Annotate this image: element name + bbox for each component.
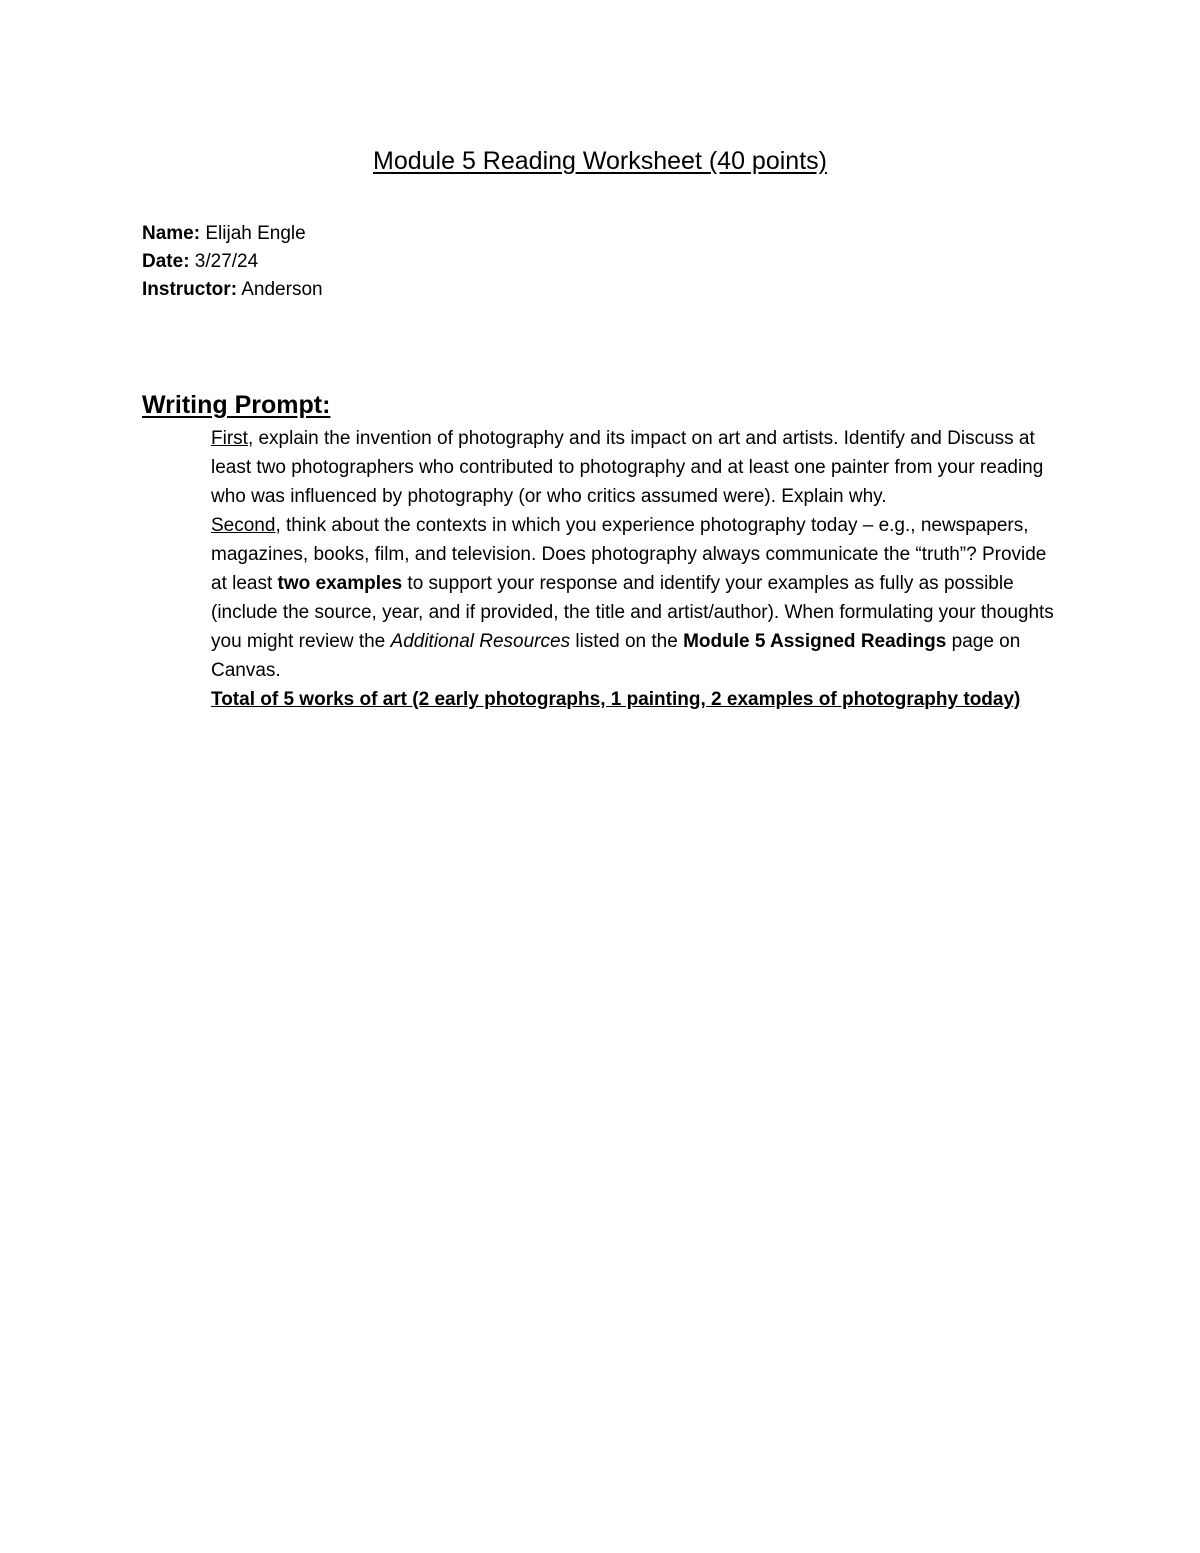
- second-text-c: listed on the: [570, 631, 684, 652]
- two-examples-emphasis: two examples: [277, 573, 403, 594]
- instructor-row: Instructor: Anderson: [142, 279, 323, 300]
- second-text-b: to support your response and identify your examples as fully as possible (include the source, year, and if provided, the title and artist/author). When formulating your thoughts you might review the: [211, 573, 1054, 652]
- second-text-d: page on Canvas.: [211, 631, 1021, 681]
- prompt-body: [211, 424, 1061, 714]
- second-lead: Second: [211, 515, 276, 536]
- additional-resources-emphasis: Additional Resources: [390, 631, 571, 652]
- date-label: Date: [142, 251, 184, 272]
- student-info: [142, 220, 323, 304]
- instructor-value: Anderson: [241, 279, 323, 300]
- date-row: Date: 3/27/24: [142, 251, 259, 272]
- document-title: Module 5 Reading Worksheet (40 points): [373, 147, 827, 175]
- prompt-heading: Writing Prompt:: [142, 391, 331, 419]
- first-lead: First: [211, 428, 248, 449]
- date-value: 3/27/24: [194, 251, 259, 272]
- second-text-a: , think about the contexts in which you experience photography today – e.g., newspapers, magazines, books, film, and television. Does photography always communicate the “truth”? Provide at least: [211, 515, 1047, 594]
- first-text: , explain the invention of photography and its impact on art and artists. Identify and Discuss at least two photographers who contributed to photography and at least one painter from your reading who was influenced by photography (or who critics assumed were). Explain why.: [211, 428, 1044, 507]
- name-value: Elijah Engle: [205, 223, 306, 244]
- prompt-paragraph-second: [211, 511, 1061, 685]
- name-row: Name: Elijah Engle: [142, 223, 306, 244]
- prompt-paragraph-first: [211, 424, 1061, 511]
- assigned-readings-emphasis: Module 5 Assigned Readings: [683, 631, 947, 652]
- total-works-line: Total of 5 works of art (2 early photographs, 1 painting, 2 examples of photography today): [211, 689, 1021, 710]
- instructor-label: Instructor: [142, 279, 231, 300]
- name-label: Name: [142, 223, 194, 244]
